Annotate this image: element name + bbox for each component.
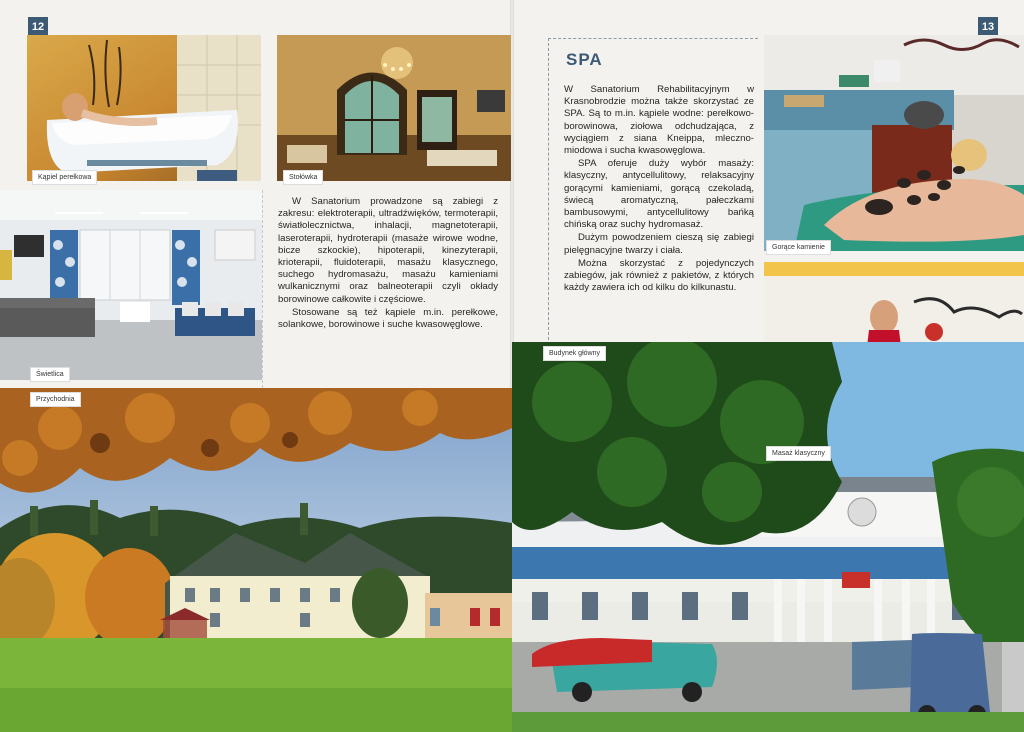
page-number-left: 12 bbox=[28, 17, 48, 37]
photo-dining bbox=[277, 35, 511, 181]
spa-paragraph-1: W Sanatorium Rehabilitacyjnym w Krasnobrodzie można także skorzystać ze SPA. Są to m.in. kąpiele wodne: perełkowo-borowinowa, ziołowa odchudzająca, z wyciągiem z siana Kneippa, mleczno-miodowa i sucha kwasowęglowa. bbox=[564, 84, 754, 157]
caption-masaz: Masaż klasyczny bbox=[766, 446, 831, 461]
main-building-illustration bbox=[512, 342, 1024, 732]
photo-main-building bbox=[512, 342, 1024, 732]
dining-illustration bbox=[277, 35, 511, 181]
caption-przychodnia: Przychodnia bbox=[30, 392, 81, 407]
photo-bath bbox=[27, 35, 261, 181]
caption-budynek: Budynek główny bbox=[543, 346, 606, 361]
common-room-illustration bbox=[0, 190, 262, 380]
clinic-illustration bbox=[0, 388, 512, 732]
hot-stones-illustration bbox=[764, 35, 1024, 251]
photo-common-room bbox=[0, 190, 262, 380]
page-number-right: 13 bbox=[978, 17, 998, 37]
left-article bbox=[278, 196, 498, 332]
photo-hot-stones bbox=[764, 35, 1024, 251]
spa-article bbox=[564, 84, 754, 295]
caption-kamienie: Gorące kamienie bbox=[766, 240, 831, 255]
spa-paragraph-3: Dużym powodzeniem cieszą się zabiegi pielęgnacyjne twarzy i ciała. bbox=[564, 232, 754, 256]
caption-swietlica: Świetlica bbox=[30, 367, 70, 382]
caption-kapiel: Kąpiel perełkowa bbox=[32, 170, 97, 185]
spa-paragraph-2: SPA oferuje duży wybór masaży: klasyczny, antycellulitowy, relaksacyjny gorącymi kamieniami, gorącą czekoladą, świecą aromatyczną, pałeczkami bambusowymi, antycellulitowy bańką chińską oraz suchy hydromasaż. bbox=[564, 158, 754, 231]
text-divider bbox=[262, 190, 263, 388]
left-paragraph-1: W Sanatorium prowadzone są zabiegi z zakresu: elektroterapii, ultradźwięków, termoterapii, światłolecznictwa, inhalacji, magnetoterapii, laseroterapii, hydroterapii (masaże wirowe wodne, bicze szkockie), hipoterapii, kinezyterapii, krioterapii, fluidoterapii, masażu klasycznego, suchego hydromasażu, masażu kamieniami wulkanicznymi oraz balneoterapii czyli okłady borowinowe całkowite i częściowe. bbox=[278, 196, 498, 305]
left-paragraph-2: Stosowane są też kąpiele m.in. perełkowe, solankowe, borowinowe i suche kwasowęglowe. bbox=[278, 306, 498, 331]
spa-heading: SPA bbox=[566, 50, 603, 69]
photo-clinic bbox=[0, 388, 512, 732]
spa-paragraph-4: Można skorzystać z pojedynczych zabiegów, jak również z pakietów, z których każdy zawiera ich od kilku do kilkunastu. bbox=[564, 257, 754, 294]
caption-stolowka: Stołówka bbox=[283, 170, 323, 185]
bath-illustration bbox=[27, 35, 261, 181]
